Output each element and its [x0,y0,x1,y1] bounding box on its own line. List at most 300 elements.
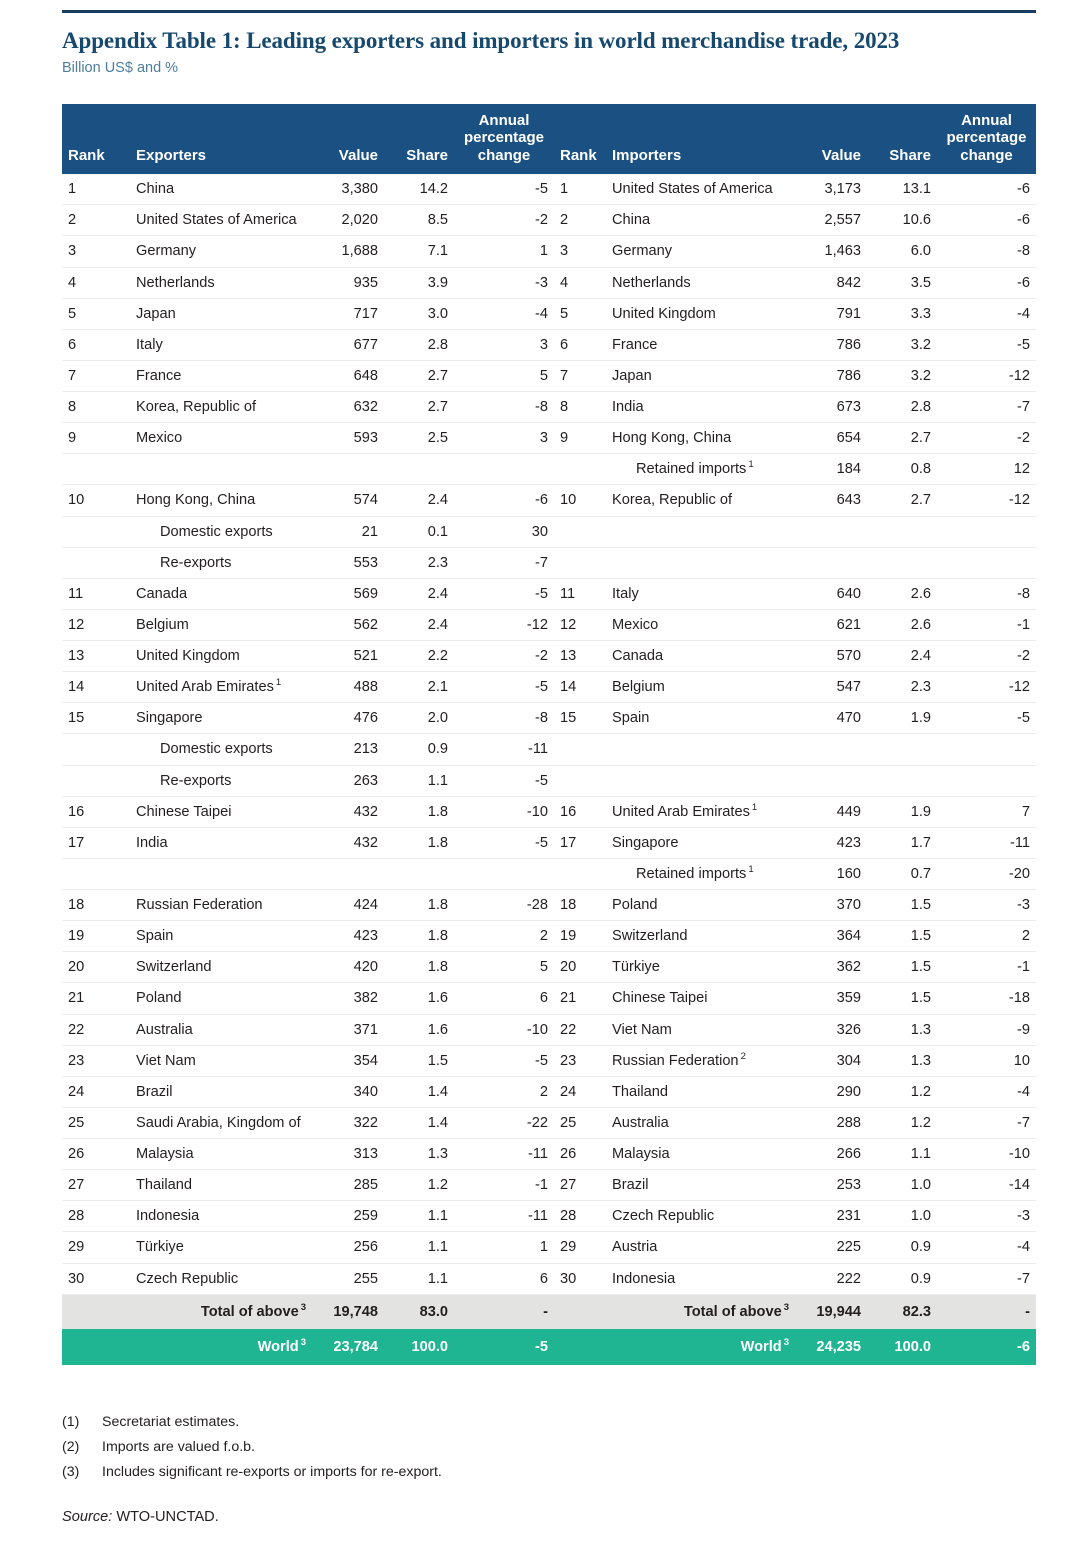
table-header [62,104,1036,174]
table-row [62,547,1036,578]
cell-change-importer: -2 [937,641,1036,672]
cell-value-exporter: 677 [308,329,384,360]
cell-change-exporter: -22 [454,1107,554,1138]
cell-rank-importer: 18 [554,890,606,921]
cell-share-exporter: 8.5 [384,205,454,236]
cell-change-exporter: 1 [454,1232,554,1263]
cell-value-exporter: 432 [308,827,384,858]
cell-change-exporter: 5 [454,952,554,983]
cell-importer-name: Chinese Taipei [606,983,791,1014]
cell-exporter-name: Singapore [130,703,308,734]
cell-share-importer: 1.5 [867,921,937,952]
cell-exporter-name: China [130,174,308,205]
table-row [62,609,1036,640]
cell-change-exporter: 6 [454,1263,554,1294]
cell-rank-exporter: 13 [62,641,130,672]
cell-change-importer: -18 [937,983,1036,1014]
footnote-text: Secretariat estimates. [102,1414,240,1430]
cell-exporter-name [130,858,308,889]
table-row [62,765,1036,796]
cell-change-exporter: 30 [454,516,554,547]
cell-value-exporter: 935 [308,267,384,298]
footnote-number: (3) [62,1464,80,1480]
cell-value-importer: 2,557 [791,205,867,236]
cell-world-share-exporters: 100.0 [384,1329,454,1365]
cell-rank-importer: 16 [554,796,606,827]
cell-share-importer: 3.2 [867,329,937,360]
cell-rank-exporter: 19 [62,921,130,952]
cell-value-importer: 570 [791,641,867,672]
cell-share-importer: 1.2 [867,1107,937,1138]
cell-rank-exporter: 21 [62,983,130,1014]
cell-value-exporter: 562 [308,609,384,640]
cell-share-importer: 13.1 [867,174,937,205]
cell-change-exporter [454,858,554,889]
cell-share-exporter: 14.2 [384,174,454,205]
table-row [62,485,1036,516]
cell-value-importer [791,547,867,578]
cell-value-importer: 470 [791,703,867,734]
cell-importer-name: China [606,205,791,236]
cell-exporter-name: Domestic exports [130,516,308,547]
cell-share-importer: 2.7 [867,423,937,454]
cell-value-importer: 547 [791,672,867,703]
cell-rank-importer: 21 [554,983,606,1014]
cell-value-exporter: 521 [308,641,384,672]
cell-importer-name: United Arab Emirates $^1$ [606,796,791,827]
cell-change-importer: 2 [937,921,1036,952]
cell-importer-name: Brazil [606,1170,791,1201]
cell-change-exporter: -12 [454,609,554,640]
cell-exporter-name: Netherlands [130,267,308,298]
cell-share-exporter: 1.6 [384,1014,454,1045]
table-row [62,1232,1036,1263]
table-row [62,641,1036,672]
cell-share-exporter: 2.8 [384,329,454,360]
cell-exporter-name: Italy [130,329,308,360]
cell-importer-name: Netherlands [606,267,791,298]
table-row [62,952,1036,983]
cell-share-importer: 1.3 [867,1014,937,1045]
cell-value-exporter: 632 [308,392,384,423]
cell-importer-name: Türkiye [606,952,791,983]
cell-value-importer: 654 [791,423,867,454]
cell-share-importer: 2.4 [867,641,937,672]
cell-rank-importer: 29 [554,1232,606,1263]
cell-change-importer: -3 [937,890,1036,921]
cell-change-exporter: -5 [454,1045,554,1076]
cell-rank-exporter: 1 [62,174,130,205]
cell-value-exporter: 420 [308,952,384,983]
cell-rank-exporter: 22 [62,1014,130,1045]
cell-change-exporter: -10 [454,1014,554,1045]
cell-rank-exporter: 5 [62,298,130,329]
cell-rank-importer: 22 [554,1014,606,1045]
cell-rank-importer: 5 [554,298,606,329]
cell-importer-name: Austria [606,1232,791,1263]
cell-share-exporter: 2.7 [384,392,454,423]
cell-share-importer: 2.6 [867,609,937,640]
cell-value-importer: 673 [791,392,867,423]
cell-value-importer: 3,173 [791,174,867,205]
table-row [62,329,1036,360]
cell-value-exporter: 717 [308,298,384,329]
cell-share-importer: 1.5 [867,890,937,921]
cell-value-importer: 288 [791,1107,867,1138]
col-header-annual-change-exporters: Annual percentage change [454,104,554,174]
table-header-row [62,104,1036,174]
cell-value-exporter: 424 [308,890,384,921]
cell-change-exporter: 1 [454,236,554,267]
table-row [62,392,1036,423]
cell-value-exporter: 569 [308,578,384,609]
cell-value-importer: 621 [791,609,867,640]
cell-rank-importer [554,858,606,889]
cell-total-spacer-left [62,1294,130,1329]
cell-change-exporter: -11 [454,1201,554,1232]
cell-world-spacer-left [62,1329,130,1365]
cell-exporter-name: Germany [130,236,308,267]
cell-rank-exporter: 6 [62,329,130,360]
cell-share-exporter: 1.1 [384,1232,454,1263]
cell-share-exporter: 1.3 [384,1139,454,1170]
cell-rank-importer [554,547,606,578]
cell-share-exporter: 2.7 [384,360,454,391]
cell-world-label-importers: World $^3$ [606,1329,791,1365]
cell-share-importer: 0.7 [867,858,937,889]
cell-rank-exporter [62,454,130,485]
cell-rank-importer: 12 [554,609,606,640]
cell-rank-exporter: 20 [62,952,130,983]
cell-importer-name: Hong Kong, China [606,423,791,454]
cell-change-exporter: 2 [454,921,554,952]
cell-share-importer: 6.0 [867,236,937,267]
source-line [62,1509,219,1525]
cell-rank-importer: 28 [554,1201,606,1232]
cell-change-importer: -7 [937,1107,1036,1138]
cell-exporter-name: Czech Republic [130,1263,308,1294]
cell-total-label-importers: Total of above $^3$ [606,1294,791,1329]
cell-share-importer: 3.5 [867,267,937,298]
cell-exporter-name [130,454,308,485]
cell-value-exporter: 476 [308,703,384,734]
cell-exporter-name: Indonesia [130,1201,308,1232]
cell-total-spacer-right [554,1294,606,1329]
cell-exporter-name: Malaysia [130,1139,308,1170]
cell-value-importer: 640 [791,578,867,609]
cell-share-exporter: 1.8 [384,796,454,827]
footnotes [62,1414,762,1489]
cell-change-importer [937,765,1036,796]
cell-rank-exporter: 11 [62,578,130,609]
cell-value-importer: 791 [791,298,867,329]
cell-share-importer: 3.3 [867,298,937,329]
cell-importer-name [606,516,791,547]
col-header-share-exporters: Share [384,104,454,174]
cell-change-importer: -4 [937,1232,1036,1263]
cell-share-importer: 0.9 [867,1263,937,1294]
cell-share-exporter: 0.1 [384,516,454,547]
cell-value-importer: 423 [791,827,867,858]
table-row [62,236,1036,267]
cell-value-importer: 290 [791,1076,867,1107]
cell-change-exporter: -2 [454,641,554,672]
cell-change-importer: -6 [937,267,1036,298]
table-row [62,1045,1036,1076]
cell-importer-name: Mexico [606,609,791,640]
cell-world-spacer-right [554,1329,606,1365]
cell-importer-name: Australia [606,1107,791,1138]
cell-importer-name: France [606,329,791,360]
cell-change-exporter: -11 [454,734,554,765]
cell-exporter-name: Switzerland [130,952,308,983]
cell-rank-exporter: 14 [62,672,130,703]
cell-value-exporter: 354 [308,1045,384,1076]
cell-value-importer: 786 [791,360,867,391]
cell-share-importer: 2.8 [867,392,937,423]
footnote-number: (2) [62,1439,80,1455]
cell-value-exporter: 313 [308,1139,384,1170]
cell-rank-exporter: 12 [62,609,130,640]
cell-share-exporter: 2.4 [384,485,454,516]
cell-importer-name: United States of America [606,174,791,205]
table-row [62,858,1036,889]
cell-change-exporter: 3 [454,423,554,454]
cell-value-exporter: 21 [308,516,384,547]
col-header-rank-exporters: Rank [62,104,130,174]
cell-rank-importer: 17 [554,827,606,858]
cell-change-importer: -1 [937,952,1036,983]
cell-value-importer: 449 [791,796,867,827]
cell-change-importer: -4 [937,298,1036,329]
cell-share-exporter: 1.1 [384,1263,454,1294]
page-subtitle: Billion US$ and % [62,60,179,76]
cell-rank-importer: 23 [554,1045,606,1076]
cell-change-importer [937,547,1036,578]
cell-change-exporter: 6 [454,983,554,1014]
cell-change-importer: -2 [937,423,1036,454]
cell-value-exporter: 3,380 [308,174,384,205]
cell-importer-name: Canada [606,641,791,672]
cell-change-importer: -6 [937,205,1036,236]
footnote-marker: 3 [783,1301,789,1313]
cell-change-exporter: -1 [454,1170,554,1201]
cell-total-change-exporters: - [454,1294,554,1329]
cell-change-importer: -8 [937,578,1036,609]
cell-rank-importer: 30 [554,1263,606,1294]
cell-rank-exporter [62,858,130,889]
cell-value-importer: 160 [791,858,867,889]
footnote-line [62,1439,762,1455]
cell-share-importer: 1.3 [867,1045,937,1076]
cell-share-importer: 3.2 [867,360,937,391]
cell-change-importer: -10 [937,1139,1036,1170]
cell-value-exporter: 648 [308,360,384,391]
cell-rank-importer: 7 [554,360,606,391]
cell-total-label-exporters: Total of above $^3$ [130,1294,308,1329]
cell-change-exporter: -5 [454,765,554,796]
cell-share-exporter: 2.4 [384,609,454,640]
cell-rank-importer: 26 [554,1139,606,1170]
cell-importer-name: Singapore [606,827,791,858]
footnote-marker: 2 [740,1050,746,1062]
source-value: WTO-UNCTAD. [116,1509,219,1525]
cell-value-exporter: 340 [308,1076,384,1107]
footnote-marker: 1 [275,677,282,689]
cell-exporter-name: Chinese Taipei [130,796,308,827]
cell-change-exporter: -5 [454,174,554,205]
cell-rank-importer: 2 [554,205,606,236]
cell-share-importer: 2.6 [867,578,937,609]
cell-rank-exporter: 8 [62,392,130,423]
world-total-row [62,1329,1036,1365]
cell-importer-name: Spain [606,703,791,734]
cell-share-exporter: 1.8 [384,827,454,858]
cell-rank-importer: 9 [554,423,606,454]
footnote-marker: 1 [748,864,754,876]
footnote-marker: 3 [300,1301,306,1313]
cell-change-exporter: -7 [454,547,554,578]
cell-rank-exporter: 2 [62,205,130,236]
cell-importer-name: Germany [606,236,791,267]
cell-total-value-importers: 19,944 [791,1294,867,1329]
cell-change-importer: -20 [937,858,1036,889]
cell-rank-importer: 19 [554,921,606,952]
cell-importer-name: Korea, Republic of [606,485,791,516]
cell-rank-importer: 15 [554,703,606,734]
cell-value-importer [791,765,867,796]
cell-share-exporter: 2.5 [384,423,454,454]
cell-exporter-name: United States of America [130,205,308,236]
cell-exporter-name: Japan [130,298,308,329]
cell-exporter-name: United Kingdom [130,641,308,672]
cell-rank-exporter [62,734,130,765]
cell-value-importer: 842 [791,267,867,298]
cell-exporter-name: Türkiye [130,1232,308,1263]
table-row [62,1076,1036,1107]
col-header-value-importers: Value [791,104,867,174]
cell-share-exporter: 1.8 [384,890,454,921]
cell-share-importer [867,547,937,578]
table-row [62,174,1036,205]
table-row [62,1263,1036,1294]
cell-value-exporter: 593 [308,423,384,454]
cell-value-exporter: 488 [308,672,384,703]
cell-importer-name: India [606,392,791,423]
top-rule [62,10,1036,13]
cell-share-exporter: 1.5 [384,1045,454,1076]
cell-change-importer: 10 [937,1045,1036,1076]
cell-share-importer: 2.7 [867,485,937,516]
cell-value-exporter: 285 [308,1170,384,1201]
cell-share-importer: 1.5 [867,983,937,1014]
cell-change-exporter: -5 [454,578,554,609]
cell-world-value-exporters: 23,784 [308,1329,384,1365]
footnote-number: (1) [62,1414,80,1430]
cell-share-importer: 1.9 [867,796,937,827]
cell-total-share-importers: 82.3 [867,1294,937,1329]
cell-share-exporter: 1.1 [384,765,454,796]
table-row [62,1201,1036,1232]
table-row [62,1170,1036,1201]
cell-share-exporter: 1.8 [384,952,454,983]
col-header-rank-importers: Rank [554,104,606,174]
cell-share-exporter: 2.1 [384,672,454,703]
cell-total-share-exporters: 83.0 [384,1294,454,1329]
cell-value-importer: 364 [791,921,867,952]
cell-value-exporter [308,858,384,889]
cell-value-importer: 266 [791,1139,867,1170]
cell-world-label-exporters: World $^3$ [130,1329,308,1365]
table-row [62,983,1036,1014]
cell-exporter-name: Viet Nam [130,1045,308,1076]
cell-exporter-name: Australia [130,1014,308,1045]
cell-share-exporter: 2.0 [384,703,454,734]
cell-rank-exporter: 26 [62,1139,130,1170]
cell-rank-importer: 25 [554,1107,606,1138]
cell-rank-importer: 1 [554,174,606,205]
footnote-marker: 3 [300,1336,306,1348]
cell-share-exporter: 1.8 [384,921,454,952]
cell-rank-importer: 11 [554,578,606,609]
cell-change-importer: -3 [937,1201,1036,1232]
cell-share-exporter: 7.1 [384,236,454,267]
cell-importer-name: Japan [606,360,791,391]
cell-change-importer: -4 [937,1076,1036,1107]
cell-value-exporter: 213 [308,734,384,765]
footnote-marker: 1 [748,459,754,471]
table-row [62,298,1036,329]
page-title: Appendix Table 1: Leading exporters and importers in world merchandise trade, 2023 [62,28,900,53]
cell-importer-name: United Kingdom [606,298,791,329]
cell-change-importer: -8 [937,236,1036,267]
cell-value-importer [791,516,867,547]
table-body [62,174,1036,1365]
cell-share-importer: 0.8 [867,454,937,485]
cell-value-exporter: 574 [308,485,384,516]
cell-world-share-importers: 100.0 [867,1329,937,1365]
cell-value-importer: 222 [791,1263,867,1294]
cell-value-importer: 225 [791,1232,867,1263]
cell-share-importer: 10.6 [867,205,937,236]
cell-importer-name: Retained imports $^1$ [606,454,791,485]
cell-share-exporter: 1.1 [384,1201,454,1232]
cell-value-importer: 786 [791,329,867,360]
cell-share-exporter: 1.4 [384,1107,454,1138]
cell-change-exporter: -5 [454,827,554,858]
cell-value-importer: 370 [791,890,867,921]
cell-value-exporter: 371 [308,1014,384,1045]
cell-importer-name: Thailand [606,1076,791,1107]
table-row [62,516,1036,547]
cell-rank-exporter: 23 [62,1045,130,1076]
cell-importer-name: Malaysia [606,1139,791,1170]
cell-value-exporter: 382 [308,983,384,1014]
cell-exporter-name: Korea, Republic of [130,392,308,423]
col-header-importers: Importers [606,104,791,174]
cell-share-importer: 1.2 [867,1076,937,1107]
cell-change-importer: -12 [937,672,1036,703]
cell-value-importer: 1,463 [791,236,867,267]
col-header-value-exporters: Value [308,104,384,174]
cell-share-exporter: 2.3 [384,547,454,578]
cell-change-exporter: 3 [454,329,554,360]
cell-change-importer: 7 [937,796,1036,827]
cell-share-exporter: 0.9 [384,734,454,765]
cell-value-importer [791,734,867,765]
cell-change-importer: -1 [937,609,1036,640]
cell-value-importer: 184 [791,454,867,485]
